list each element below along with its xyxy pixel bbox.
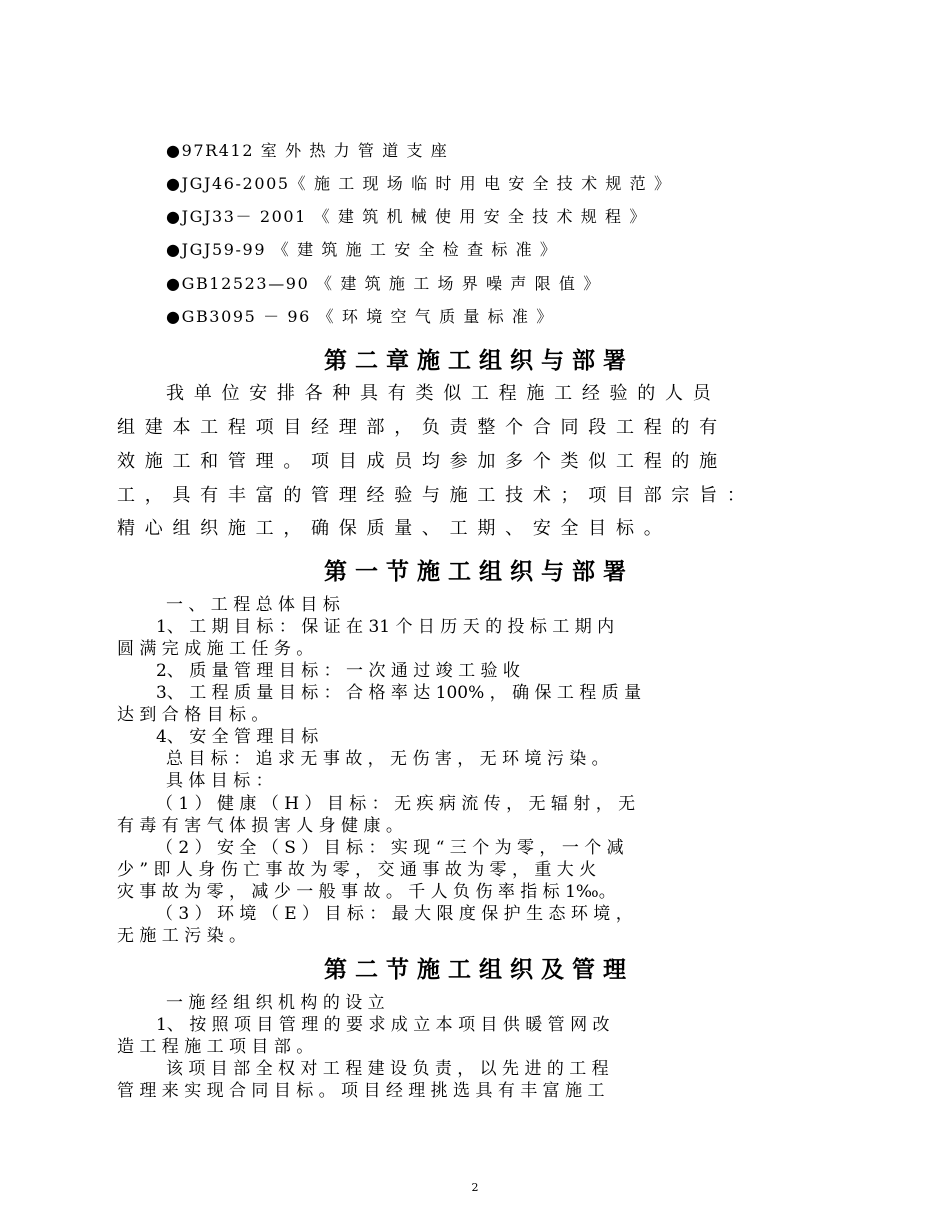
standard-text: JGJ59-99 《 建 筑 施 工 安 全 检 查 标 准 》 [181,240,558,259]
paragraph-line: 圆 满 完 成 施 工 任 务 。 [117,639,314,659]
list-item [166,140,448,162]
paragraph-line: 具 体 目 标 ： [166,771,273,791]
paragraph-line: 管 理 来 实 现 合 同 目 标 。 项 目 经 理 挑 选 具 有 丰 富 施 工 [117,1081,605,1101]
paragraph-line: 3、 工 程 质 量 目 标 ： 合 格 率 达 100% ， 确 保 工 程 质 量 [156,683,642,703]
paragraph-line: （ 2 ） 安 全 （ S ） 目 标 ： 实 现 “ 三 个 为 零 ， 一 个 减 [156,838,624,858]
paragraph-line: 组 建 本 工 程 项 目 经 理 部 ， 负 责 整 个 合 同 段 工 程 的 有 [117,417,720,438]
standard-text: 97R412 室 外 热 力 管 道 支 座 [181,141,449,160]
paragraph-line: 1、 工 期 目 标 ： 保 证 在 31 个 日 历 天 的 投 标 工 期 内 [156,617,615,637]
paragraph-line: （ 3 ） 环 境 （ E ） 目 标 ： 最 大 限 度 保 护 生 态 环 境 ， [156,904,633,924]
paragraph-line: 该 项 目 部 全 权 对 工 程 建 设 负 责 ， 以 先 进 的 工 程 [166,1059,609,1079]
paragraph-line: 工 ， 具 有 丰 富 的 管 理 经 验 与 施 工 技 术 ； 项 目 部 宗 旨 ： [117,485,747,506]
standard-text: JGJ33－ 2001 《 建 筑 机 械 使 用 安 全 技 术 规 程 》 [181,207,647,226]
list-item [166,173,672,195]
paragraph-line: 造 工 程 施 工 项 目 部 。 [117,1037,314,1057]
paragraph-line: 总 目 标 ： 追 求 无 事 故 ， 无 伤 害 ， 无 环 境 污 染 。 [166,749,609,769]
bullet-icon: ● [166,141,182,160]
paragraph-line: 精 心 组 织 施 工 ， 确 保 质 量 、 工 期 、 安 全 目 标 。 [117,518,664,539]
paragraph-line: 效 施 工 和 管 理 。 项 目 成 员 均 参 加 多 个 类 似 工 程 的 施 [117,451,720,472]
standard-text: GB12523—90 《 建 筑 施 工 场 界 噪 声 限 值 》 [181,274,601,293]
paragraph-line: （ 1 ） 健 康 （ H ） 目 标 ： 无 疾 病 流 传 ， 无 辐 射 ， 无 [156,794,636,814]
paragraph-line: 一 、 工 程 总 体 目 标 [166,595,340,615]
list-item [166,239,558,261]
chapter-title: 第 二 章 施 工 组 织 与 部 署 [323,348,627,374]
paragraph-line: 1、 按 照 项 目 管 理 的 要 求 成 立 本 项 目 供 暖 管 网 改 [156,1015,610,1035]
paragraph-line: 少 ” 即 人 身 伤 亡 事 故 为 零 ， 交 通 事 故 为 零 ， 重 大 火 [117,860,597,880]
list-item [166,306,554,328]
bullet-icon: ● [166,174,182,193]
list-item [166,273,601,295]
paragraph-line: 我 单 位 安 排 各 种 具 有 类 似 工 程 施 工 经 验 的 人 员 [166,383,713,404]
bullet-icon: ● [166,240,182,259]
page-number: 2 [471,1181,479,1194]
bullet-icon: ● [166,274,182,293]
bullet-icon: ● [166,207,182,226]
paragraph-line: 一 施 经 组 织 机 构 的 设 立 [166,993,385,1013]
section-title: 第 一 节 施 工 组 织 与 部 署 [323,559,627,585]
standard-text: GB3095 － 96 《 环 境 空 气 质 量 标 准 》 [181,307,554,326]
list-item [166,206,647,228]
section-title: 第 二 节 施 工 组 织 及 管 理 [323,957,627,983]
paragraph-line: 4、 安 全 管 理 目 标 [156,727,319,747]
paragraph-line: 2、 质 量 管 理 目 标 ： 一 次 通 过 竣 工 验 收 [156,661,520,681]
paragraph-line: 无 施 工 污 染 。 [117,926,247,946]
bullet-icon: ● [166,307,182,326]
standard-text: JGJ46-2005《 施 工 现 场 临 时 用 电 安 全 技 术 规 范 》 [181,174,672,193]
paragraph-line: 达 到 合 格 目 标 。 [117,705,269,725]
paragraph-line: 有 毒 有 害 气 体 损 害 人 身 健 康 。 [117,816,403,836]
paragraph-line: 灾 事 故 为 零 ， 减 少 一 般 事 故 。 千 人 负 伤 率 指 标 1‰。 [117,882,616,902]
